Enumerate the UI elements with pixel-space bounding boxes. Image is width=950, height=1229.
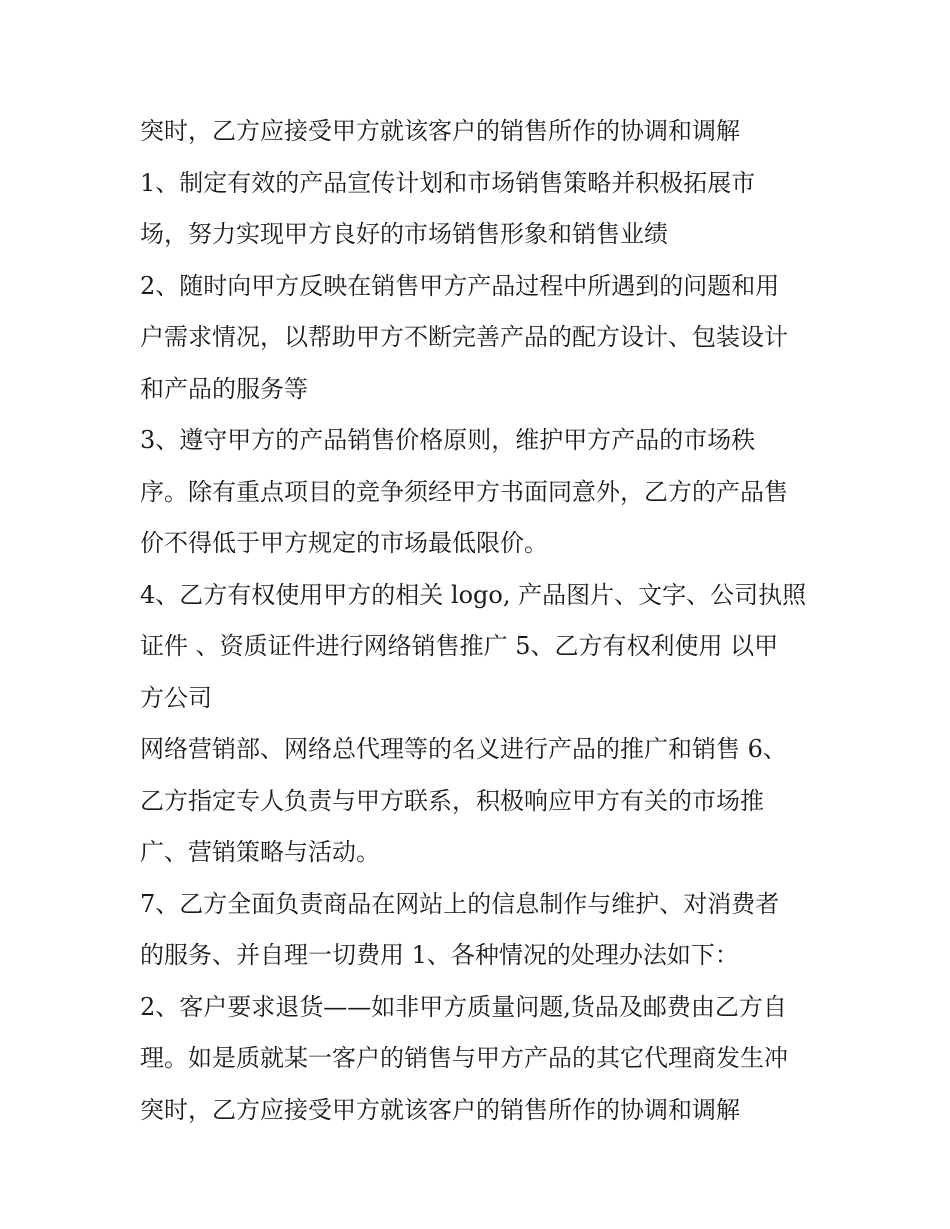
text-line: 证件 、资质证件进行网络销售推广 5、乙方有权利使用 以甲 bbox=[140, 632, 779, 660]
text-line: 突时，乙方应接受甲方就该客户的销售所作的协调和调解 bbox=[140, 117, 740, 145]
text-line: 场，努力实现甲方良好的市场销售形象和销售业绩 bbox=[140, 220, 668, 248]
text-line: 乙方指定专人负责与甲方联系，积极响应甲方有关的市场推 bbox=[140, 786, 764, 815]
text-line: 的服务、并自理一切费用 1、各种情况的处理办法如下： bbox=[140, 941, 739, 969]
text-line: 序。除有重点项目的竞争须经甲方书面同意外，乙方的产品售 bbox=[140, 477, 788, 506]
text-line: 2、客户要求退货——如非甲方质量问题,货品及邮费由乙方自 bbox=[140, 992, 787, 1021]
text-line: 理。如是质就某一客户的销售与甲方产品的其它代理商发生冲 bbox=[140, 1044, 788, 1072]
text-line: 1、制定有效的产品宣传计划和市场销售策略并积极拓展市 bbox=[140, 168, 756, 197]
text-line: 价不得低于甲方规定的市场最低限价。 bbox=[140, 529, 548, 557]
text-line: 方公司 bbox=[140, 683, 212, 712]
text-line: 3、遵守甲方的产品销售价格原则，维护甲方产品的市场秩 bbox=[140, 426, 756, 454]
contract-text bbox=[140, 106, 830, 1136]
text-line: 2、随时向甲方反映在销售甲方产品过程中所遇到的问题和用 bbox=[140, 271, 780, 300]
text-line: 和产品的服务等 bbox=[140, 374, 308, 403]
text-line: 广、营销策略与活动。 bbox=[140, 838, 380, 866]
text-line: 4、乙方有权使用甲方的相关 logo, 产品图片、文字、公司执照 bbox=[140, 580, 807, 609]
text-line: 网络营销部、网络总代理等的名义进行产品的推广和销售 6、 bbox=[140, 735, 787, 763]
text-line: 户需求情况，以帮助甲方不断完善产品的配方设计、包装设计 bbox=[140, 323, 788, 351]
text-line: 突时，乙方应接受甲方就该客户的销售所作的协调和调解 bbox=[140, 1095, 740, 1124]
text-line: 7、乙方全面负责商品在网站上的信息制作与维护、对消费者 bbox=[140, 889, 780, 918]
